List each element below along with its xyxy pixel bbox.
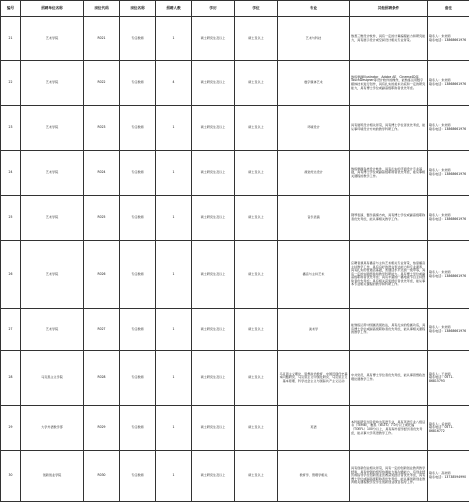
header-degree: 学位	[235, 1, 278, 17]
row-major: 美术学	[278, 309, 350, 351]
table-row	[1, 309, 469, 351]
row-degree: 硕士及以上	[235, 151, 278, 196]
row-post: 专任教师	[120, 406, 156, 451]
table-row	[1, 196, 469, 241]
header-id: 编号	[1, 1, 21, 17]
row-num: 1	[156, 241, 192, 309]
header-note: 备注	[428, 1, 469, 17]
header-row	[1, 1, 469, 17]
row-edu: 硕士研究生及以上	[192, 196, 235, 241]
row-conditions: 能熟练运用中国画表现技法，具有扎实的绘画功底，具有博士学位或副高级职称者优先考虑，能从事相关课程的教学工作。	[350, 309, 428, 351]
row-edu: 硕士研究生及以上	[192, 451, 235, 502]
row-post: 专任教师	[120, 451, 156, 502]
row-post: 专任教师	[120, 351, 156, 406]
row-major: 环境设计	[278, 106, 350, 151]
row-major: 视觉传达设计	[278, 151, 350, 196]
row-id: 27	[1, 309, 21, 351]
row-unit: 艺术学院	[21, 61, 84, 106]
row-edu: 硕士研究生及以上	[192, 241, 235, 309]
row-id: 22	[1, 61, 21, 106]
row-degree: 硕士及以上	[235, 17, 278, 61]
table-body	[1, 17, 469, 502]
table-row	[1, 17, 469, 61]
row-unit: 创新创业学院	[21, 451, 84, 502]
row-post: 专任教师	[120, 196, 156, 241]
row-degree: 硕士及以上	[235, 196, 278, 241]
row-code: R026	[84, 241, 120, 309]
row-edu: 硕士研究生及以上	[192, 351, 235, 406]
row-post: 专任教师	[120, 106, 156, 151]
table-row	[1, 151, 469, 196]
header-num: 招聘人数	[156, 1, 192, 17]
table-row	[1, 106, 469, 151]
row-unit: 艺术学院	[21, 309, 84, 351]
row-id: 28	[1, 351, 21, 406]
row-conditions: 钢琴表演、器乐演奏方向，具有博士学位或副高级职称者优先考虑，能从事相关教学工作。	[350, 196, 428, 241]
row-num: 1	[156, 17, 192, 61]
row-major: 英语	[278, 406, 350, 451]
row-degree: 硕士及以上	[235, 309, 278, 351]
row-degree: 硕士及以上	[235, 351, 278, 406]
row-note: 联系人：朱老师 联系电话：13868661976	[428, 17, 469, 61]
header-post: 岗位名称	[120, 1, 156, 17]
row-id: 30	[1, 451, 21, 502]
row-edu: 硕士研究生及以上	[192, 151, 235, 196]
row-num: 1	[156, 309, 192, 351]
row-num: 4	[156, 61, 192, 106]
row-id: 25	[1, 196, 21, 241]
row-major: 音乐表演	[278, 196, 350, 241]
row-unit: 大学外语教学部	[21, 406, 84, 451]
row-note: 联系人：朱老师 联系电话：13868661976	[428, 196, 469, 241]
row-edu: 硕士研究生及以上	[192, 406, 235, 451]
row-post: 专任教师	[120, 241, 156, 309]
row-code: R021	[84, 17, 120, 61]
row-note: 联系人：朱老师 联系电话：13868661976	[428, 61, 469, 106]
row-code: R029	[84, 406, 120, 451]
row-note: 联系人：高老师 联系电话：13738594990	[428, 451, 469, 502]
row-num: 1	[156, 451, 192, 502]
row-num: 1	[156, 196, 192, 241]
row-degree: 硕士及以上	[235, 106, 278, 151]
row-code: R025	[84, 196, 120, 241]
header-major: 专业	[278, 1, 350, 17]
header-unit: 招聘单位名称	[21, 1, 84, 17]
row-note: 联系人：朱老师 联系电话：13868661976	[428, 106, 469, 151]
row-major: 播音与主持艺术	[278, 241, 350, 309]
row-conditions: 具有建筑设计相关背景，具有博士学位者优先考虑，能从事环境设计方向的教学科研工作。	[350, 106, 428, 151]
row-edu: 硕士研究生及以上	[192, 106, 235, 151]
row-note: 联系人：王老师 联系电话：0571-86815793	[428, 351, 469, 406]
row-degree: 硕士及以上	[235, 61, 278, 106]
row-code: R022	[84, 61, 120, 106]
row-major: 数字媒体艺术	[278, 61, 350, 106]
row-note: 联系人：朱老师 联系电话：13868661976	[428, 309, 469, 351]
row-id: 21	[1, 17, 21, 61]
row-code: R024	[84, 151, 120, 196]
row-degree: 硕士及以上	[235, 241, 278, 309]
row-num: 1	[156, 151, 192, 196]
row-id: 26	[1, 241, 21, 309]
row-major: 艺术与科技	[278, 17, 350, 61]
row-degree: 硕士及以上	[235, 406, 278, 451]
table-row	[1, 351, 469, 406]
row-note: 联系人：孟老师 联系电话：0571-86816772	[428, 406, 469, 451]
table-row	[1, 61, 469, 106]
row-major: 马克思主义理论、思想政治教育、中国近现代史基本问题研究、马克思主义中国化研究、马克思主义基本原理、科学社会主义与国际共产主义运动	[278, 351, 350, 406]
header-code: 岗位代码	[84, 1, 120, 17]
row-conditions: 应聘者须具有播音与主持艺术相关专业背景，热爱播音主持教学工作，具有良好的语言表达能力和专业素养，具有扎实的普通话基础，普通话水平达到一级甲等，具有一定的实践经验和教学科研能力。具有博士学位或副高级职称者优先考虑；具有丰富的广播电视节目主持经验者优先考虑；具有相关获奖经历者优先考虑，能从事本专业相关课程的教学和科研工作。	[350, 241, 428, 309]
header-edu: 学历	[192, 1, 235, 17]
row-edu: 硕士研究生及以上	[192, 309, 235, 351]
row-unit: 艺术学院	[21, 17, 84, 61]
row-post: 专任教师	[120, 61, 156, 106]
row-note: 联系人：朱老师 联系电话：13868661976	[428, 151, 469, 196]
row-unit: 艺术学院	[21, 151, 84, 196]
row-note: 联系人：朱老师 联系电话：13868661976	[428, 241, 469, 309]
row-id: 23	[1, 106, 21, 151]
row-unit: 艺术学院	[21, 196, 84, 241]
row-unit: 马克思主义学院	[21, 351, 84, 406]
row-conditions: 中共党员，具有博士学位者优先考虑，能从事思想政治理论课教学工作。	[350, 351, 428, 406]
row-code: R027	[84, 309, 120, 351]
row-num: 1	[156, 351, 192, 406]
row-id: 29	[1, 406, 21, 451]
row-post: 专任教师	[120, 151, 156, 196]
row-unit: 艺术学院	[21, 241, 84, 309]
table-row	[1, 451, 469, 502]
row-degree: 硕士及以上	[235, 451, 278, 502]
table-row	[1, 241, 469, 309]
row-edu: 硕士研究生及以上	[192, 61, 235, 106]
row-major: 教育学、管理学相关	[278, 451, 350, 502]
table-row	[1, 406, 469, 451]
row-conditions: 熟悉三维设计软件，具有一定的计算编程能力和研究能力，具有展示设计或空间设计相关专业背景。	[350, 17, 428, 61]
row-post: 专任教师	[120, 17, 156, 61]
row-conditions: 熟练掌握Illustrator、Adobe AE、Cinema4D等、TouchDesigner等设计软件的操作，能熟练运用数字媒体技术进行创作，具有扎实的美术功底和一定的研究能力，具有博士学位或副高级职称者优先考虑。	[350, 61, 428, 106]
row-conditions: 本科和研究生阶段均为英语专业，具有英语专业八级证书（TEM8），雅思（IELTS）7.0分以上或托福（TOEFL）100分以上，具有海外留学经历者优先考虑，能从事大学英语教学工作。	[350, 406, 428, 451]
row-num: 1	[156, 406, 192, 451]
row-num: 1	[156, 106, 192, 151]
row-post: 专任教师	[120, 309, 156, 351]
row-unit: 艺术学院	[21, 106, 84, 151]
row-code: R023	[84, 106, 120, 151]
row-code: R030	[84, 451, 120, 502]
header-conditions: 其他招聘条件	[350, 1, 428, 17]
row-edu: 硕士研究生及以上	[192, 17, 235, 61]
row-conditions: 熟练掌握各类设计软件，具有扎实的平面设计专业基础，具有博士学位或副高级职称者优先考虑，能从事相关课程的教学工作。	[350, 151, 428, 196]
row-id: 24	[1, 151, 21, 196]
row-conditions: 具有创新创业相关背景，具有一定的创新创业教育教学经验，具有较强的组织协调能力和沟通能力，有创业经历或指导学生创新创业竞赛获奖经历者优先考虑，具有博士学位或副高级职称者优先考虑，能从事创新创业教育相关课程教学及学生创新创业项目指导工作。	[350, 451, 428, 502]
row-code: R028	[84, 351, 120, 406]
